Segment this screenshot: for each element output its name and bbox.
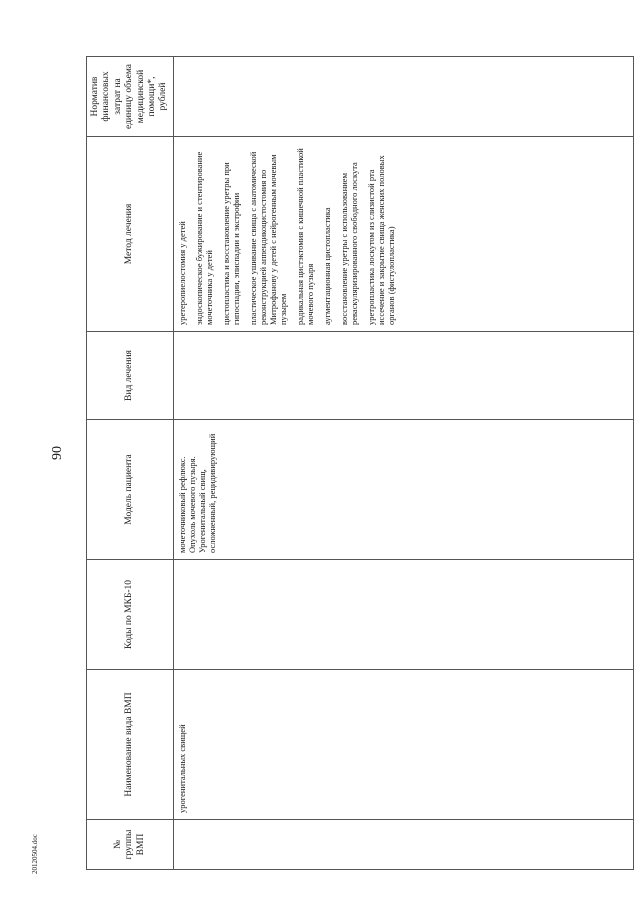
header-treatment-method: Метод лечения bbox=[87, 137, 174, 332]
cell-treatment-type bbox=[173, 332, 633, 420]
treatment-method-item: уретеропиелостомия у детей bbox=[176, 221, 187, 325]
table-row bbox=[173, 57, 633, 870]
header-treatment-type: Вид лечения bbox=[87, 332, 174, 420]
vmp-table bbox=[86, 56, 634, 870]
treatment-method-item: пластическое ушивание свища с анатомической реконструкцией аппендикоцистостомия по Митрофанову у детей с нейрогенным мочевым пузырем bbox=[247, 151, 288, 325]
patient-model-line: Опухоль мочевого пузыря. bbox=[186, 456, 197, 553]
patient-model-line: мочеточниковый рефлюкс. bbox=[176, 456, 187, 553]
header-patient-model: Модель пациента bbox=[87, 420, 174, 560]
patient-model-line: Урогенитальный свищ, bbox=[196, 469, 207, 553]
header-vmp-name: Наименование вида ВМП bbox=[87, 670, 174, 820]
rotated-page-content bbox=[86, 57, 621, 870]
treatment-method-item: уретропластика лоскутом из слизистой рта иссечение и закрытие свища женских половых органов (фистулопластика) bbox=[365, 155, 396, 325]
cell-patient-model bbox=[173, 420, 633, 560]
cell-group-number bbox=[173, 820, 633, 870]
header-cost-standard: Норматив финансовых затрат на единицу объема медицинской помощи*, рублей bbox=[87, 57, 174, 137]
treatment-method-item: восстановление уретры с использованием реваскуляризированного свободного лоскута bbox=[338, 162, 359, 325]
header-group-number: № группы ВМП bbox=[87, 820, 174, 870]
table-header-row bbox=[87, 57, 174, 870]
header-icd-codes: Коды по МКБ-10 bbox=[87, 560, 174, 670]
cell-icd-codes bbox=[173, 560, 633, 670]
page-number: 90 bbox=[50, 446, 65, 460]
treatment-method-item: аугментационная цистопластика bbox=[321, 207, 332, 325]
patient-model-line: осложненный, рецидивирующий bbox=[206, 433, 217, 553]
treatment-method-item: эндоскопическое бужирование и стентирование мочеточника у детей bbox=[193, 151, 214, 325]
treatment-method-item: цистопластика и восстановление уретры при гипоспадии, эписпадии и экстрофии bbox=[220, 162, 241, 325]
treatment-method-item: радикальная цистэктомия с кишечной пластикой мочевого пузыря bbox=[294, 148, 315, 325]
cell-vmp-name: урогенитальных свищей bbox=[173, 670, 633, 820]
footer-doc-code: 20120504.doc bbox=[31, 834, 39, 874]
cell-cost-standard bbox=[173, 57, 633, 137]
cell-treatment-method bbox=[173, 137, 633, 332]
